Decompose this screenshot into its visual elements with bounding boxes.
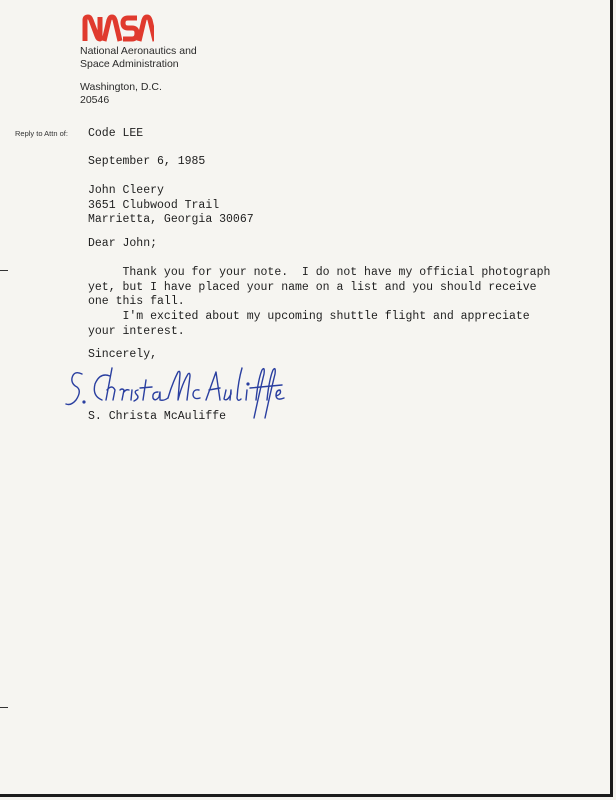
recipient-name: John Cleery <box>88 184 164 197</box>
typed-signature-name: S. Christa McAuliffe <box>88 410 227 423</box>
org-name-line2: Space Administration <box>80 57 179 70</box>
body-paragraph-1: Thank you for your note. I do not have my official photograph yet, but I have placed your name on a list and you should receive one this fall. <box>88 266 551 308</box>
recipient-street: 3651 Clubwood Trail <box>88 198 220 212</box>
recipient-address <box>88 184 254 228</box>
recipient-city: Marrietta, Georgia 30067 <box>88 213 254 226</box>
nasa-logo <box>82 14 154 42</box>
org-address <box>80 45 197 106</box>
org-zip: 20546 <box>80 93 110 106</box>
fold-mark-top <box>0 270 8 271</box>
reply-to-label: Reply to Attn of: <box>15 129 68 138</box>
fold-mark-bottom <box>0 707 8 708</box>
org-city: Washington, D.C. <box>80 81 162 93</box>
body-paragraph-2: I'm excited about my upcoming shuttle flight and appreciate your interest. <box>88 310 530 338</box>
salutation: Dear John; <box>88 237 158 250</box>
letter-date: September 6, 1985 <box>88 155 206 168</box>
org-name-line1: National Aeronautics and <box>80 45 197 57</box>
closing: Sincerely, <box>88 348 158 361</box>
reply-code: Code LEE <box>88 127 144 140</box>
